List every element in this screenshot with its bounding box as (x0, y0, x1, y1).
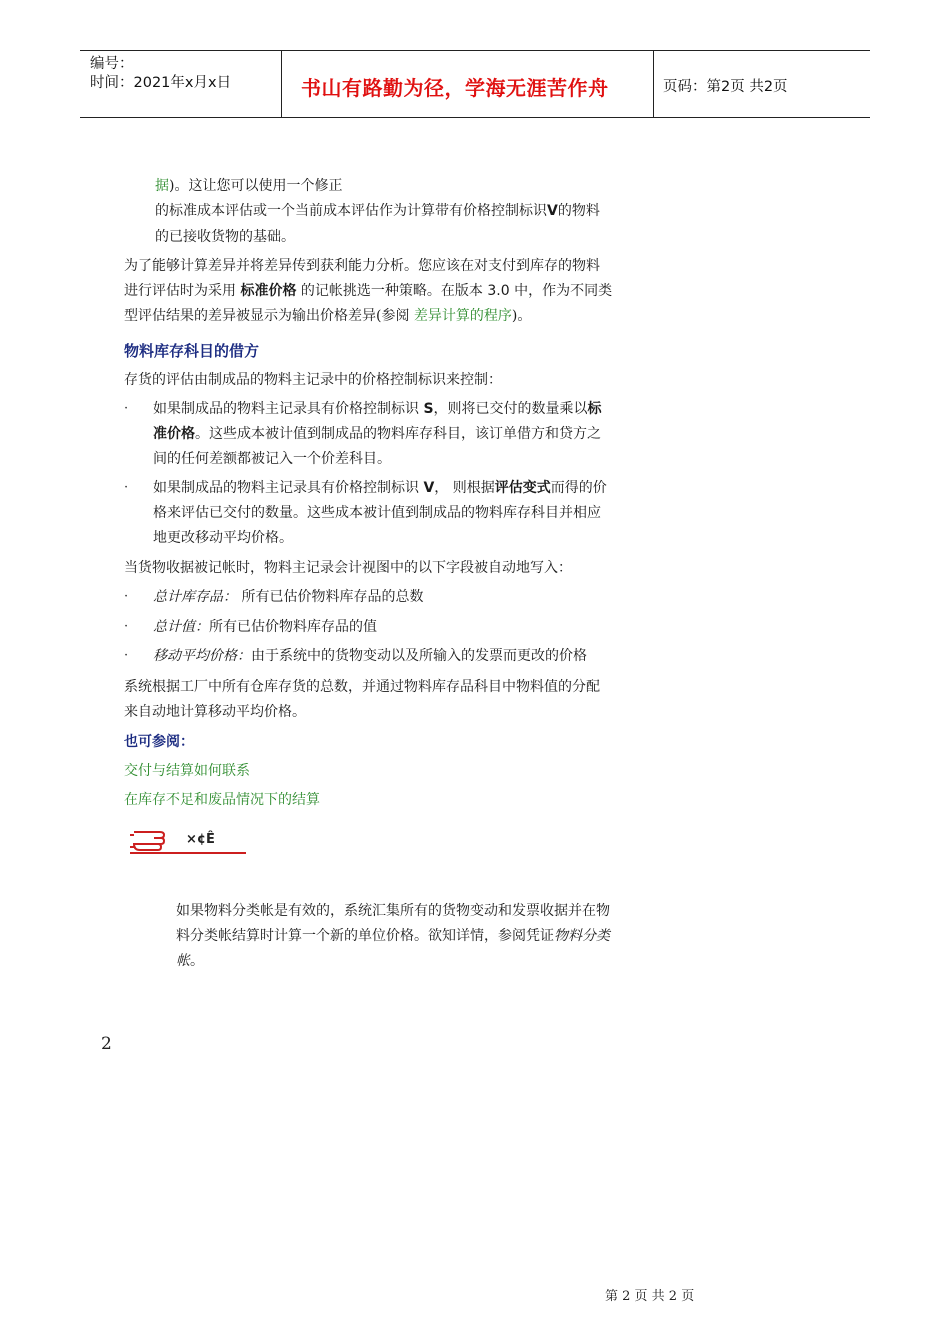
para1-line3: 的已接收货物的基础。 (155, 229, 295, 245)
bullet-marker: · (124, 619, 129, 634)
field-total-stock: 总计库存品： 所有已估价物料库存品的总数 (153, 589, 424, 605)
bullet2-line2: 格来评估已交付的数量。这些成本被计值到制成品的物料库存科目并相应 (153, 505, 601, 521)
variance-procedure-link[interactable]: 差异计算的程序 (413, 308, 512, 324)
note-underline (130, 852, 246, 854)
field-total-value: 总计值：所有已估价物料库存品的值 (153, 619, 377, 635)
bullet-marker: · (124, 480, 129, 495)
note-line3: 帐。 (176, 953, 204, 969)
header-time-label: 时间：2021年x月x日 (90, 75, 232, 91)
footer-page-info: 第 2 页 共 2 页 (605, 1289, 695, 1304)
section-intro: 存货的评估由制成品的物料主记录中的价格控制标识来控制： (124, 372, 502, 388)
header-page-info: 页码：第2页 共2页 (663, 79, 788, 95)
see-also-link-delivery[interactable]: 交付与结算如何联系 (124, 763, 250, 779)
header-top-rule (80, 50, 870, 51)
para1-line2: 的标准成本评估或一个当前成本评估作为计算带有价格控制标识V的物料 (155, 203, 600, 219)
header-divider-left (281, 50, 282, 118)
note-banner (128, 826, 248, 856)
note-line1: 如果物料分类帐是有效的，系统汇集所有的货物变动和发票收据并在物 (176, 903, 610, 919)
see-also-link-settlement[interactable]: 在库存不足和废品情况下的结算 (124, 792, 320, 808)
header-motto: 书山有路勤为径，学海无涯苦作舟 (301, 76, 609, 100)
header-bottom-rule (80, 117, 870, 118)
bullet1-line1: 如果制成品的物料主记录具有价格控制标识 S，则将已交付的数量乘以标 (153, 401, 602, 417)
para2-line1: 为了能够计算差异并将差异传到获利能力分析。您应该在对支付到库存的物料 (124, 258, 600, 274)
header-serial-label: 编号： (90, 56, 134, 72)
bullet-marker: · (124, 648, 129, 663)
para2-line3: 型评估结果的差异被显示为输出价格差异(参阅 差异计算的程序)。 (124, 308, 532, 324)
header-divider-right (653, 50, 654, 118)
system-para-line1: 系统根据工厂中所有仓库存货的总数，并通过物料库存品科目中物料值的分配 (124, 679, 600, 695)
system-para-line2: 来自动地计算移动平均价格。 (124, 704, 306, 720)
see-also-title: 也可参阅： (124, 734, 194, 750)
note-label: ×¢Ê (186, 832, 215, 847)
link-fragment[interactable]: 据 (155, 178, 169, 194)
bullet-marker: · (124, 401, 129, 416)
pointing-hand-icon (130, 826, 180, 852)
para2-line2: 进行评估时为采用 标准价格 的记帐挑选一种策略。在版本 3.0 中，作为不同类 (124, 283, 613, 299)
bullet1-line3: 间的任何差额都被记入一个价差科目。 (153, 451, 391, 467)
para1-line1: 据)。这让您可以使用一个修正 (155, 178, 343, 194)
bullet1-line2: 准价格。这些成本被计值到制成品的物料库存科目，该订单借方和贷方之 (153, 426, 601, 442)
bullet2-line1: 如果制成品的物料主记录具有价格控制标识 V， 则根据评估变式而得的价 (153, 480, 607, 496)
bullet2-line3: 地更改移动平均价格。 (153, 530, 293, 546)
note-line2: 料分类帐结算时计算一个新的单位价格。欲知详情，参阅凭证物料分类 (176, 928, 610, 944)
bullet-marker: · (124, 589, 129, 604)
page-number: 2 (101, 1034, 112, 1054)
field-moving-avg: 移动平均价格：由于系统中的货物变动以及所输入的发票而更改的价格 (153, 648, 587, 664)
section-heading: 物料库存科目的借方 (124, 342, 260, 360)
auto-fields-intro: 当货物收据被记帐时，物料主记录会计视图中的以下字段被自动地写入： (124, 560, 572, 576)
